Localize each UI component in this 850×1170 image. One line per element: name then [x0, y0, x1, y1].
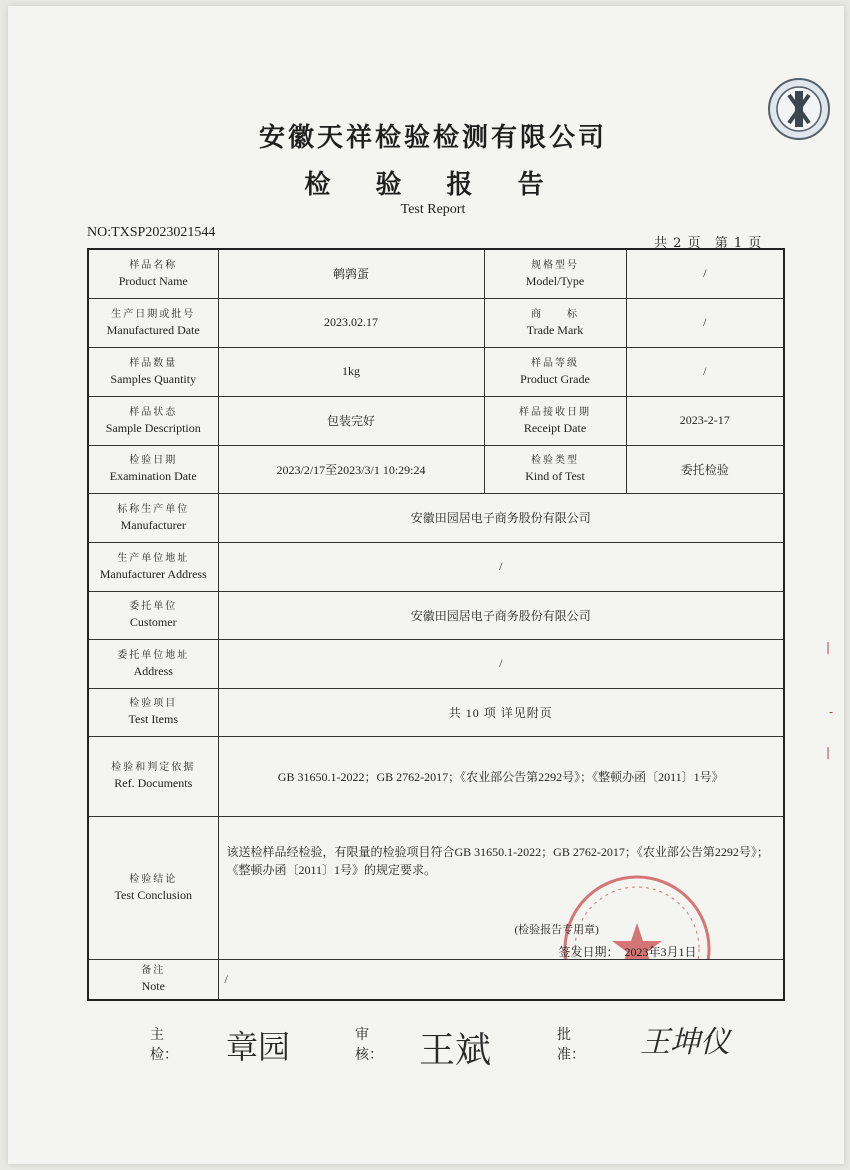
field-label: 样品接收日期 Receipt Date: [484, 396, 626, 445]
seal-note: (检验报告专用章): [514, 923, 599, 936]
inspector-signature: [222, 1018, 294, 1070]
table-row: [88, 542, 784, 591]
sample-description-value: 包装完好: [218, 396, 484, 445]
kind-of-test-value: 委托检验: [626, 445, 784, 493]
field-label: 备注 Note: [88, 959, 218, 1000]
field-label: 规格型号 Model/Type: [484, 249, 626, 298]
examination-date-value: 2023/2/17至2023/3/1 10:29:24: [218, 445, 484, 493]
field-label: 生产单位地址 Manufacturer Address: [88, 542, 218, 591]
approver-label: 批准：: [557, 1027, 585, 1063]
issue-date: 签发日期： 2023年3月1日: [558, 944, 697, 959]
table-row: [88, 249, 784, 298]
field-label: 样品状态 Sample Description: [88, 396, 218, 445]
conclusion-cell: [218, 816, 784, 959]
test-items-value: 共 10 项 详见附页: [218, 688, 784, 736]
ref-documents-value: GB 31650.1-2022；GB 2762-2017；《农业部公告第2292号》；《整顿办函〔2011〕1号》: [218, 736, 784, 816]
table-row: [88, 736, 784, 816]
product-name-value: 鹌鹑蛋: [218, 249, 484, 298]
table-row: [88, 493, 784, 542]
model-type-value: /: [626, 249, 784, 298]
field-label: 委托单位 Customer: [88, 591, 218, 639]
table-row: [88, 639, 784, 688]
customer-value: 安徽田园居电子商务股份有限公司: [218, 591, 784, 639]
field-label: 标称生产单位 Manufacturer: [88, 493, 218, 542]
margin-mark: |: [826, 745, 831, 759]
field-label: 检验日期 Examination Date: [88, 445, 218, 493]
manufacturer-address-value: /: [218, 542, 784, 591]
manufacturer-value: 安徽田园居电子商务股份有限公司: [218, 493, 784, 542]
table-row: [88, 816, 784, 959]
margin-mark: -: [829, 705, 834, 719]
field-label: 生产日期或批号 Manufactured Date: [88, 298, 218, 347]
field-label: 样品名称 Product Name: [88, 249, 218, 298]
page-current: 第 1 页: [714, 236, 763, 251]
report-subtitle: Test Report: [400, 202, 466, 217]
manufactured-date-value: 2023.02.17: [218, 298, 484, 347]
page-total: 共 2 页: [654, 236, 702, 251]
field-label: 样品等级 Product Grade: [484, 347, 626, 396]
company-name: 安徽天祥检验检测有限公司: [258, 123, 607, 153]
inspector-label: 主检：: [150, 1027, 178, 1063]
table-row: [88, 959, 784, 1000]
table-row: [88, 445, 784, 493]
field-label: 检验结论 Test Conclusion: [88, 816, 218, 959]
margin-mark: |: [826, 640, 831, 654]
field-label: 委托单位地址 Address: [88, 639, 218, 688]
field-label: 检验项目 Test Items: [88, 688, 218, 736]
table-row: [88, 688, 784, 736]
field-label: 商 标 Trade Mark: [484, 298, 626, 347]
report-title: 检 验 报 告: [304, 170, 562, 200]
reviewer-label: 审核：: [355, 1027, 383, 1063]
table-row: [88, 347, 784, 396]
conclusion-text: 该送检样品经检验，有限量的检验项目符合GB 31650.1-2022；GB 2762-2017；《农业部公告第2292号》；《整顿办函〔2011〕1号》的规定要求。: [226, 844, 769, 877]
receipt-date-value: 2023-2-17: [626, 396, 784, 445]
field-label: 检验和判定依据 Ref. Documents: [88, 736, 218, 816]
field-label: 检验类型 Kind of Test: [484, 445, 626, 493]
inspector-signature-text: 章园: [226, 1028, 291, 1066]
report-number: NO:TXSP2023021544: [87, 225, 216, 240]
product-grade-value: /: [626, 347, 784, 396]
reviewer-signature-text: 王斌: [419, 1030, 492, 1071]
samples-quantity-value: 1kg: [218, 347, 484, 396]
trade-mark-value: /: [626, 298, 784, 347]
approver-signature-text: 王坤仪: [640, 1025, 730, 1060]
customer-address-value: /: [218, 639, 784, 688]
approver-signature: [638, 1016, 748, 1064]
table-row: [88, 298, 784, 347]
report-table: [87, 248, 785, 1001]
field-label: 样品数量 Samples Quantity: [88, 347, 218, 396]
note-value: /: [218, 959, 784, 1000]
table-row: [88, 591, 784, 639]
table-row: [88, 396, 784, 445]
reviewer-signature: [415, 1020, 511, 1076]
